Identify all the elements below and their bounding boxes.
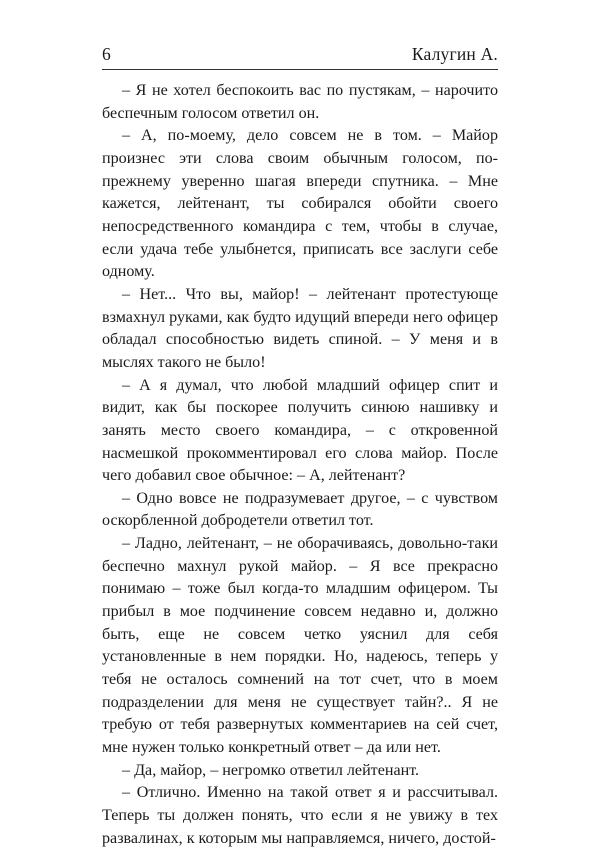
paragraph: – Да, майор, – негромко ответил лейтенант. [122, 761, 420, 779]
paragraph: – Отлично. Именно на такой ответ я и рассчитывал. Теперь ты должен понять, что если я не увижу в тех развалинах, к которым мы направляемся, ничего, достой- [102, 784, 498, 847]
paragraph: – А я думал, что любой младший офицер спит и видит, как бы поскорее получить синюю нашивку и занять место своего командира, – с откровенной насмешкой прокомментировал его слова майор. После чего добавил свое обычное: – А, лейтенант? [102, 376, 498, 485]
page-body [102, 80, 498, 850]
running-title: Калугин А. [411, 44, 498, 64]
page-number: 6 [102, 44, 111, 64]
paragraph: – А, по-моему, дело совсем не в том. – Майор произнес эти слова своим обычным голосом, по-прежнему уверенно шагая впереди спутника. – Мне кажется, лейтенант, ты собирался обойти своего непосредственного командира с тем, чтобы в случае, если удача тебе улыбнется, приписать все заслуги себе одному. [102, 127, 498, 281]
paragraph: – Я не хотел беспокоить вас по пустякам, – нарочито беспечным голосом ответил он. [102, 82, 498, 122]
paragraph: – Ладно, лейтенант, – не оборачиваясь, довольно-таки беспечно махнул рукой майор. – Я все прекрасно понимаю – тоже был когда-то младшим офицером. Ты прибыл в мое подчинение совсем недавно и, должно быть, еще не совсем четко уяснил для себя установленные в нем порядки. Но, надеюсь, теперь у тебя не осталось сомнений на тот счет, что в моем подразделении для меня не существует тайн?.. Я не требую от тебя развернутых комментариев на сей счет, мне нужен только конкретный ответ – да или нет. [102, 535, 498, 757]
paragraph: – Одно вовсе не подразумевает другое, – с чувством оскорбленной добродетели ответил тот. [102, 489, 498, 530]
header-rule [102, 69, 498, 70]
page-header [102, 44, 498, 65]
paragraph: – Нет... Что вы, майор! – лейтенант протестующе взмахнул руками, как будто идущий впереди него офицер обладал способностью видеть спиной. – У меня и в мыслях такого не было! [102, 285, 498, 371]
